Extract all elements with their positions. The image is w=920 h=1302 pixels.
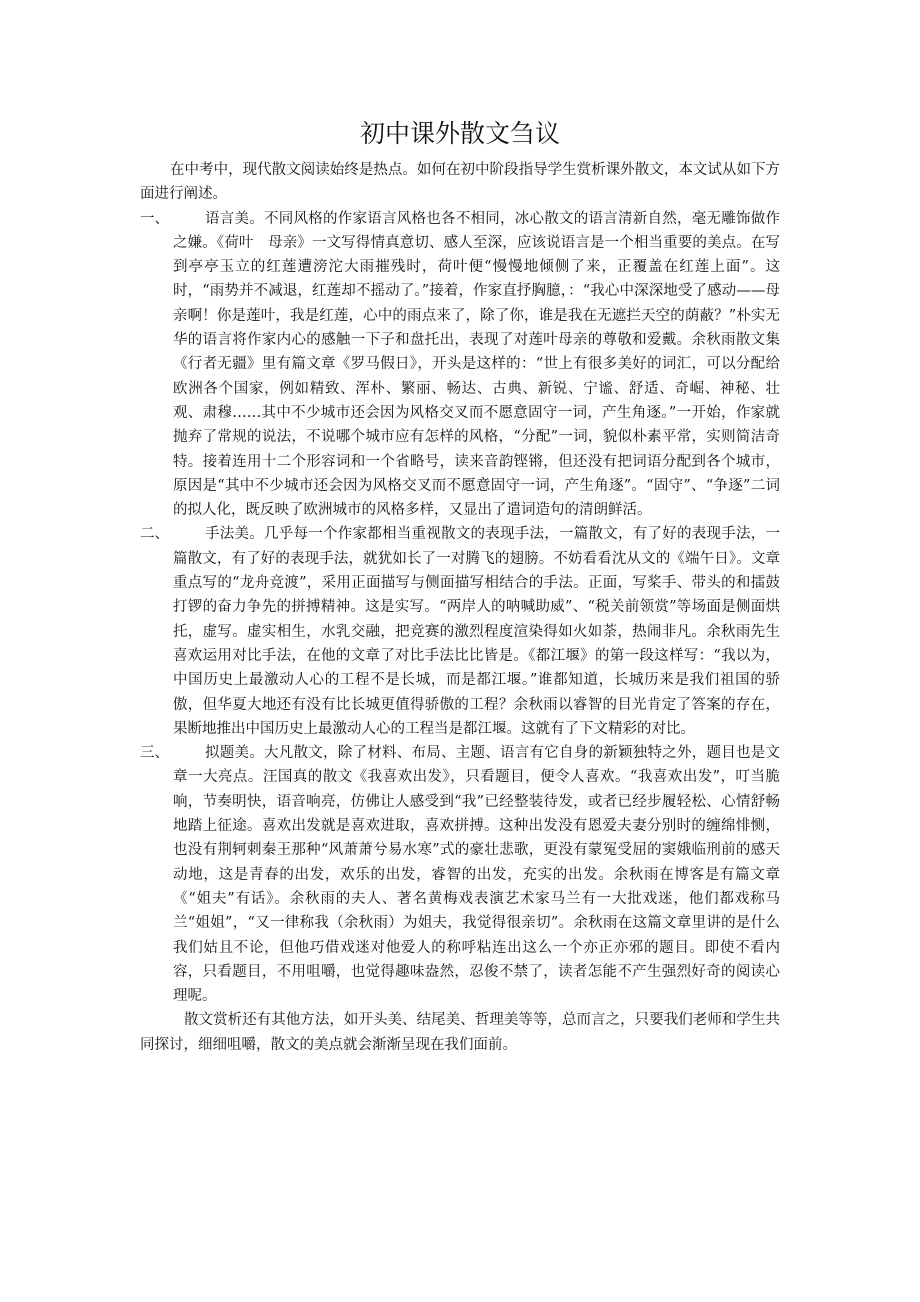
section-text: 手法美。几乎每一个作家都相当重视散文的表现手法，一篇散文，有了好的表现手法，一篇散文，有了好的表现手法，就犹如长了一对腾飞的翅膀。不妨看看沈从文的《端午日》。文章重点写的“龙舟竞渡”，采用正面描写与侧面描写相结合的手法。正面，写桨手、带头的和擂鼓打锣的奋力争先的拼搏精神。这是实写。“两岸人的呐喊助威”、“税关前领赏”等场面是侧面烘托，虚写。虚实相生，水乳交融，把竞赛的激烈程度渲染得如火如荼，热闹非凡。余秋雨先生喜欢运用对比手法，在他的文章了对比手法比比皆是。《都江堰》的第一段这样写：“我以为，中国历史上最激动人心的工程不是长城，而是都江堰。”谁都知道，长城历来是我们祖国的骄傲，但华夏大地还有没有比长城更值得骄傲的工程？余秋雨以睿智的目光肯定了答案的存在，果断地推出中国历史上最激动人心的工程当是都江堰。这就有了下文精彩的对比。 xyxy=(173,526,780,737)
section-language-beauty xyxy=(140,207,780,523)
document-page xyxy=(140,112,780,1057)
intro-paragraph: 在中考中，现代散文阅读始终是热点。如何在初中阶段指导学生赏析课外散文，本文试从如下方面进行阐述。 xyxy=(140,162,780,203)
section-text: 语言美。不同风格的作家语言风格也各不相同，冰心散文的语言清新自然，毫无雕饰做作之嫌。《荷叶 母亲》一文写得情真意切、感人至深，应该说语言是一个相当重要的美点。在写到亭亭玉立的红莲遭滂沱大雨摧残时，荷叶便“慢慢地倾侧了来，正覆盖在红莲上面”。这时，“雨势并不减退，红莲却不摇动了。”接着，作家直抒胸臆，：“我心中深深地受了感动——母亲啊！你是莲叶，我是红莲，心中的雨点来了，除了你，谁是我在无遮拦天空的荫蔽？”朴实无华的语言将作家内心的感触一下子和盘托出，表现了对莲叶母亲的尊敬和爱戴。余秋雨散文集《行者无疆》里有篇文章《罗马假日》，开头是这样的：“世上有很多美好的词汇，可以分配给欧洲各个国家，例如精致、浑朴、繁丽、畅达、古典、新锐、宁谧、舒适、奇崛、神秘、壮观、肃穆……其中不少城市还会因为风格交叉而不愿意固守一词，产生角逐。”一开始，作家就抛弃了常规的说法，不说哪个城市应有怎样的风格，“分配”一词，貌似朴素平常，实则简洁奇特。接着连用十二个形容词和一个省略号，读来音韵铿锵，但还没有把词语分配到各个城市，原因是“其中不少城市还会因为风格交叉而不愿意固守一词，产生角逐”。“固守”、“争逐”二词的拟人化，既反映了欧洲城市的风格多样，又显出了遣词造句的清朗鲜活。 xyxy=(173,210,780,519)
closing-paragraph: 散文赏析还有其他方法，如开头美、结尾美、哲理美等等，总而言之，只要我们老师和学生共同探讨，细细咀嚼，散文的美点就会渐渐呈现在我们面前。 xyxy=(140,1012,780,1053)
section-text: 拟题美。大凡散文，除了材料、布局、主题、语言有它自身的新颖独特之外，题目也是文章一大亮点。汪国真的散文《我喜欢出发》，只看题目，便令人喜欢。“我喜欢出发”，叮当脆响，节奏明快，语音响亮，仿佛让人感受到“我”已经整装待发，或者已经步履轻松、心情舒畅地踏上征途。喜欢出发就是喜欢进取，喜欢拼搏。这种出发没有恩爱夫妻分别时的缠绵悱恻，也没有荆轲刺秦王那种“风萧萧兮易水寒”式的豪壮悲歌，更没有蒙冤受屈的窦娥临刑前的感天动地，这是青春的出发，欢乐的出发，睿智的出发，充实的出发。余秋雨在博客是有篇文章《“姐夫”有话》。余秋雨的夫人、著名黄梅戏表演艺术家马兰有一大批戏迷，他们都戏称马兰“姐姐”，“又一律称我（余秋雨）为姐夫，我觉得很亲切”。余秋雨在这篇文章里讲的是什么我们姑且不论，但他巧借戏迷对他爱人的称呼粘连出这么一个亦正亦邪的题目。即使不看内容，只看题目，不用咀嚼，也觉得趣味盎然，忍俊不禁了，读者怎能不产生强烈好奇的阅读心理呢。 xyxy=(173,745,780,1005)
section-number: 三、 xyxy=(140,745,169,762)
section-title-beauty xyxy=(140,741,780,1008)
section-number: 二、 xyxy=(140,526,169,543)
section-number: 一、 xyxy=(140,210,169,227)
document-title: 初中课外散文刍议 xyxy=(359,119,560,148)
section-technique-beauty xyxy=(140,522,780,741)
